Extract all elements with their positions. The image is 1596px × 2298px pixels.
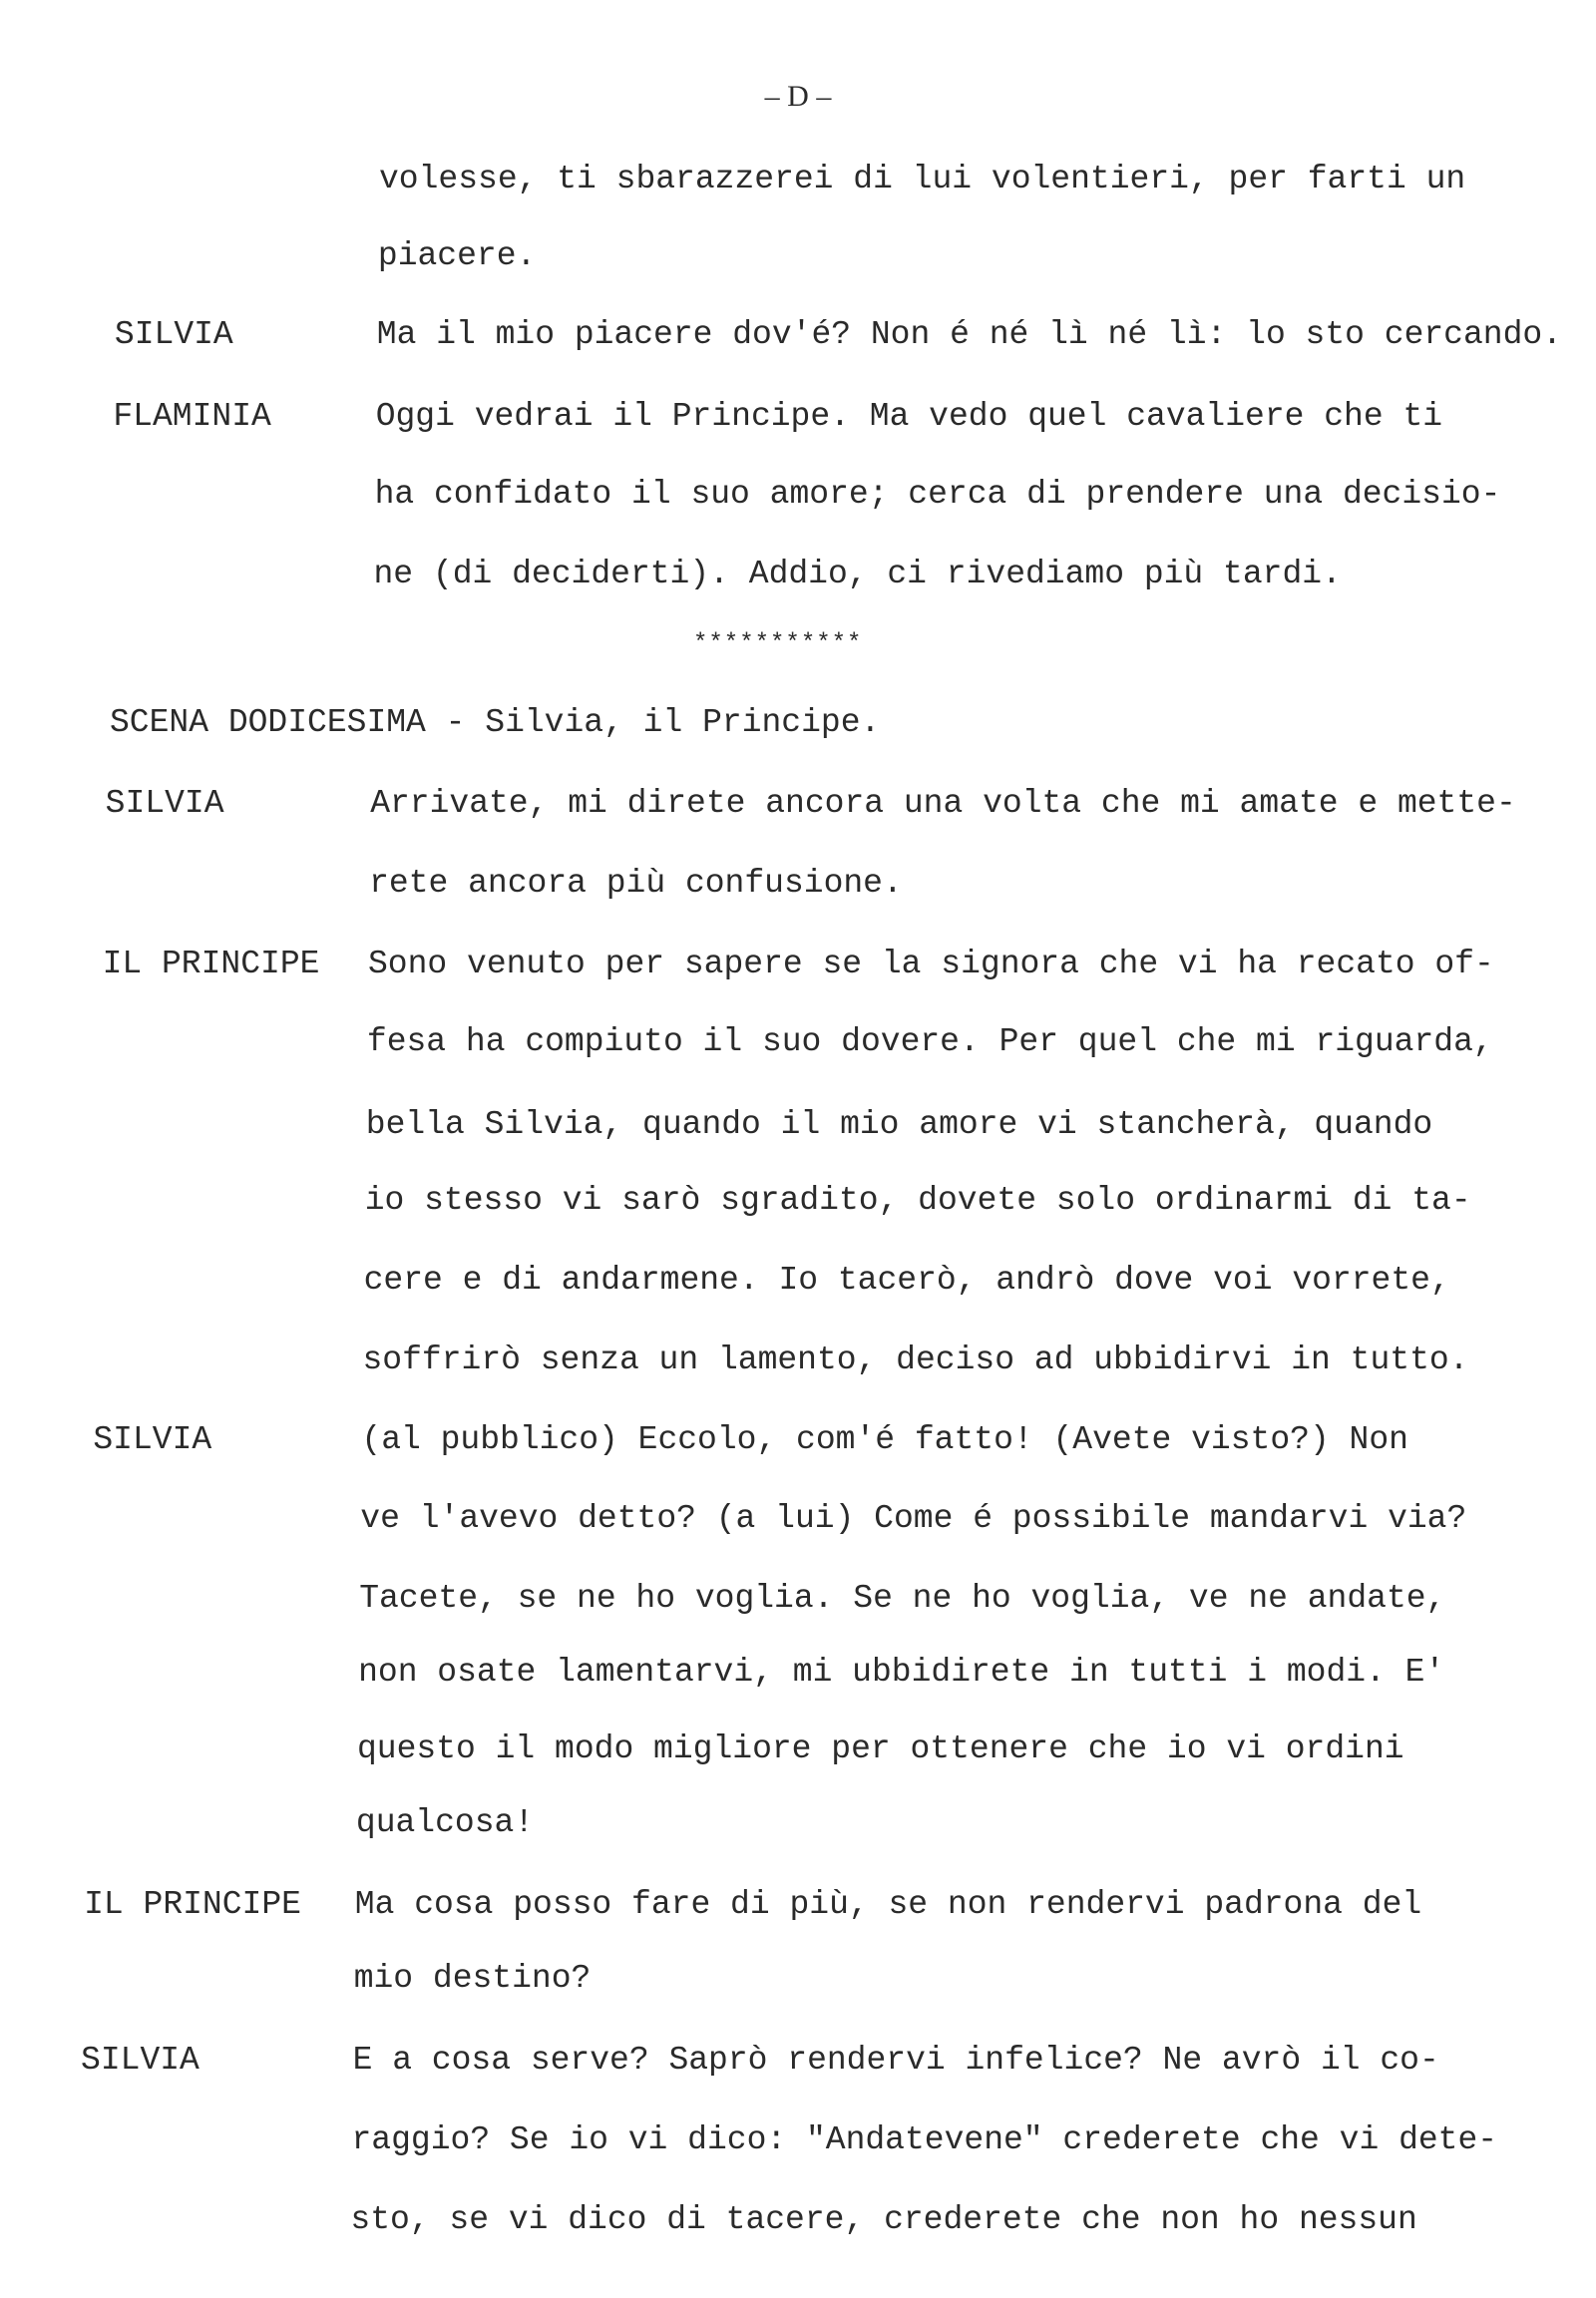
line-text: Oggi vedrai il Principe. Ma vedo quel cavaliere che ti (375, 398, 1443, 435)
line-text: Ma il mio piacere dov'é? Non é né lì né lì: lo sto cercando. (376, 316, 1562, 353)
line-text: Arrivate, mi direte ancora una volta che mi amate e mette- (370, 785, 1516, 822)
line-text: questo il modo migliore per ottenere che io vi ordini (357, 1730, 1404, 1767)
line-text: bella Silvia, quando il mio amore vi stancherà, quando (365, 1106, 1433, 1143)
speaker-name: SILVIA (93, 1421, 212, 1458)
line-text: cere e di andarmene. Io tacerò, andrò dove voi vorrete, (363, 1262, 1450, 1299)
line-text: E a cosa serve? Saprò rendervi infelice? Ne avrò il co- (352, 2042, 1439, 2079)
line-text: raggio? Se io vi dico: "Andatevene" crederete che vi dete- (351, 2121, 1498, 2158)
speaker-name: IL PRINCIPE (84, 1886, 301, 1923)
line-text: rete ancora più confusione. (369, 865, 903, 902)
line-text: io stesso vi sarò sgradito, dovete solo ordinarmi di ta- (364, 1182, 1471, 1219)
line-text: sto, se vi dico di tacere, crederete che non ho nessun (350, 2201, 1417, 2238)
separator-stars: *********** (693, 630, 863, 657)
speaker-name: SILVIA (114, 316, 233, 353)
speaker-name: FLAMINIA (113, 398, 271, 435)
line-text: non osate lamentarvi, mi ubbidirete in tutti i modi. E' (358, 1654, 1445, 1691)
line-text: Sono venuto per sapere se la signora che vi ha recato of- (368, 946, 1494, 982)
speaker-name: SILVIA (105, 785, 224, 822)
line-text: fesa ha compiuto il suo dovere. Per quel che mi riguarda, (366, 1023, 1493, 1060)
line-text: soffrirò senza un lamento, deciso ad ubbidirvi in tutto. (362, 1341, 1469, 1378)
line-text: volesse, ti sbarazzerei di lui volentieri, per farti un (379, 161, 1466, 197)
line-text: (al pubblico) Eccolo, com'é fatto! (Avete visto?) Non (361, 1421, 1408, 1458)
line-text: qualcosa! (355, 1804, 535, 1841)
line-text: mio destino? (353, 1960, 592, 1997)
line-text: piacere. (377, 237, 537, 274)
page-number: – D – (764, 80, 832, 113)
line-text: ha confidato il suo amore; cerca di prendere una decisio- (374, 476, 1501, 513)
speaker-name: IL PRINCIPE (102, 946, 320, 982)
line-text: Ma cosa posso fare di più, se non rendervi padrona del (354, 1886, 1422, 1923)
line-text: SCENA DODICESIMA - Silvia, il Principe. (110, 704, 881, 741)
line-text: ne (di deciderti). Addio, ci rivediamo più tardi. (373, 556, 1342, 592)
speaker-name: SILVIA (81, 2042, 200, 2079)
line-text: ve l'avevo detto? (a lui) Come é possibile mandarvi via? (360, 1500, 1467, 1537)
line-text: Tacete, se ne ho voglia. Se ne ho voglia, ve ne andate, (359, 1580, 1446, 1617)
